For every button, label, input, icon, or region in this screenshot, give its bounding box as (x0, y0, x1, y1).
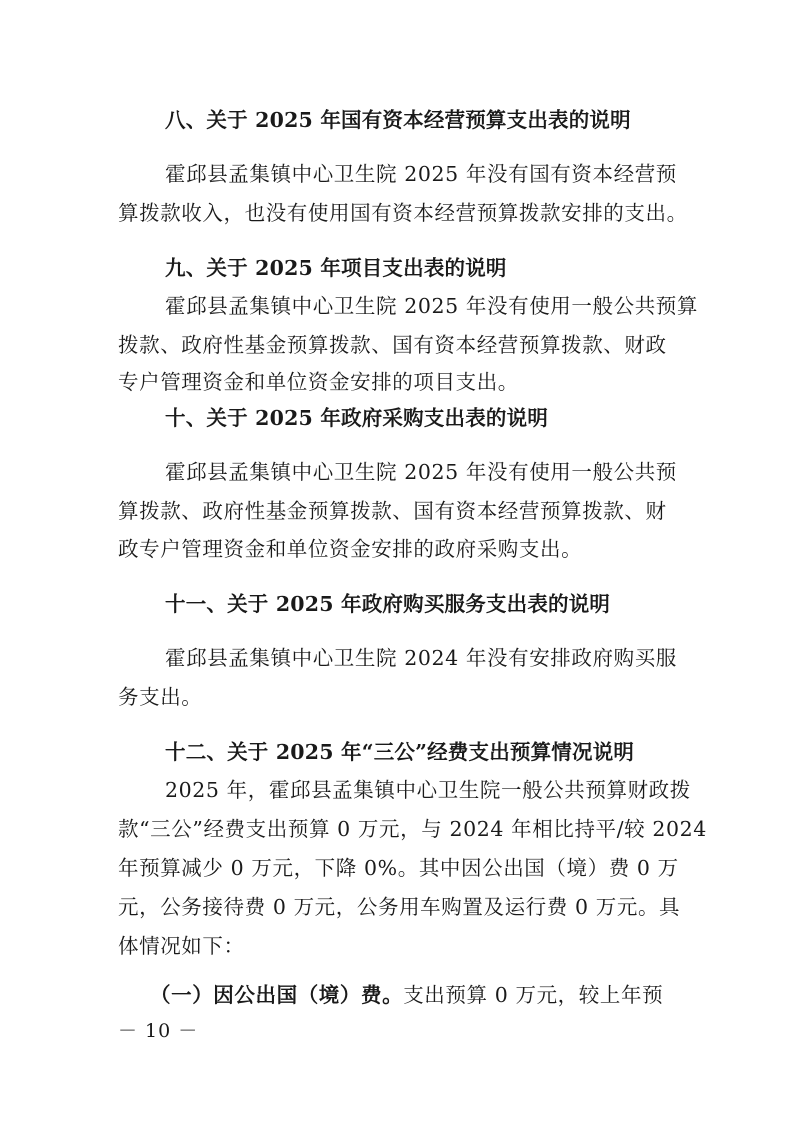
section-10-line-2: 算拨款、政府性基金预算拨款、国有资本经营预算拨款、财 (118, 499, 667, 523)
section-9-line-3: 专户管理资金和单位资金安排的项目支出。 (118, 370, 519, 394)
section-8-line-1: 霍邱县孟集镇中心卫生院 2025 年没有国有资本经营预 (165, 162, 677, 186)
section-9-line-1: 霍邱县孟集镇中心卫生院 2025 年没有使用一般公共预算 (165, 294, 699, 318)
section-9-line-2: 拨款、政府性基金预算拨款、国有资本经营预算拨款、财政 (118, 333, 667, 357)
section-12-line-1: 2025 年，霍邱县孟集镇中心卫生院一般公共预算财政拨 (165, 778, 691, 802)
section-12-heading: 十二、关于 2025 年“三公”经费支出预算情况说明 (165, 740, 635, 764)
section-9-heading: 九、关于 2025 年项目支出表的说明 (165, 256, 507, 280)
subsection-1-title: （一）因公出国（境）费。 (150, 983, 404, 1007)
subsection-1-line (150, 981, 663, 1009)
section-12-line-2: 款“三公”经费支出预算 0 万元，与 2024 年相比持平/较 2024 (118, 817, 707, 841)
page-number: － 10 － (118, 1020, 199, 1042)
section-10-line-1: 霍邱县孟集镇中心卫生院 2025 年没有使用一般公共预 (165, 460, 677, 484)
subsection-1-text: 支出预算 0 万元，较上年预 (403, 983, 664, 1007)
section-12-line-5: 体情况如下： (118, 934, 245, 958)
section-12-line-3: 年预算减少 0 万元，下降 0%。其中因公出国（境）费 0 万 (118, 856, 679, 880)
section-10-heading: 十、关于 2025 年政府采购支出表的说明 (165, 406, 549, 430)
section-10-line-3: 政专户管理资金和单位资金安排的政府采购支出。 (118, 537, 583, 561)
section-8-heading: 八、关于 2025 年国有资本经营预算支出表的说明 (165, 108, 631, 132)
section-8-line-2: 算拨款收入，也没有使用国有资本经营预算拨款安排的支出。 (118, 201, 688, 225)
section-11-line-1: 霍邱县孟集镇中心卫生院 2024 年没有安排政府购买服 (165, 646, 677, 670)
section-11-line-2: 务支出。 (118, 685, 203, 709)
section-11-heading: 十一、关于 2025 年政府购买服务支出表的说明 (165, 592, 611, 616)
section-12-line-4: 元，公务接待费 0 万元，公务用车购置及运行费 0 万元。具 (118, 895, 681, 919)
